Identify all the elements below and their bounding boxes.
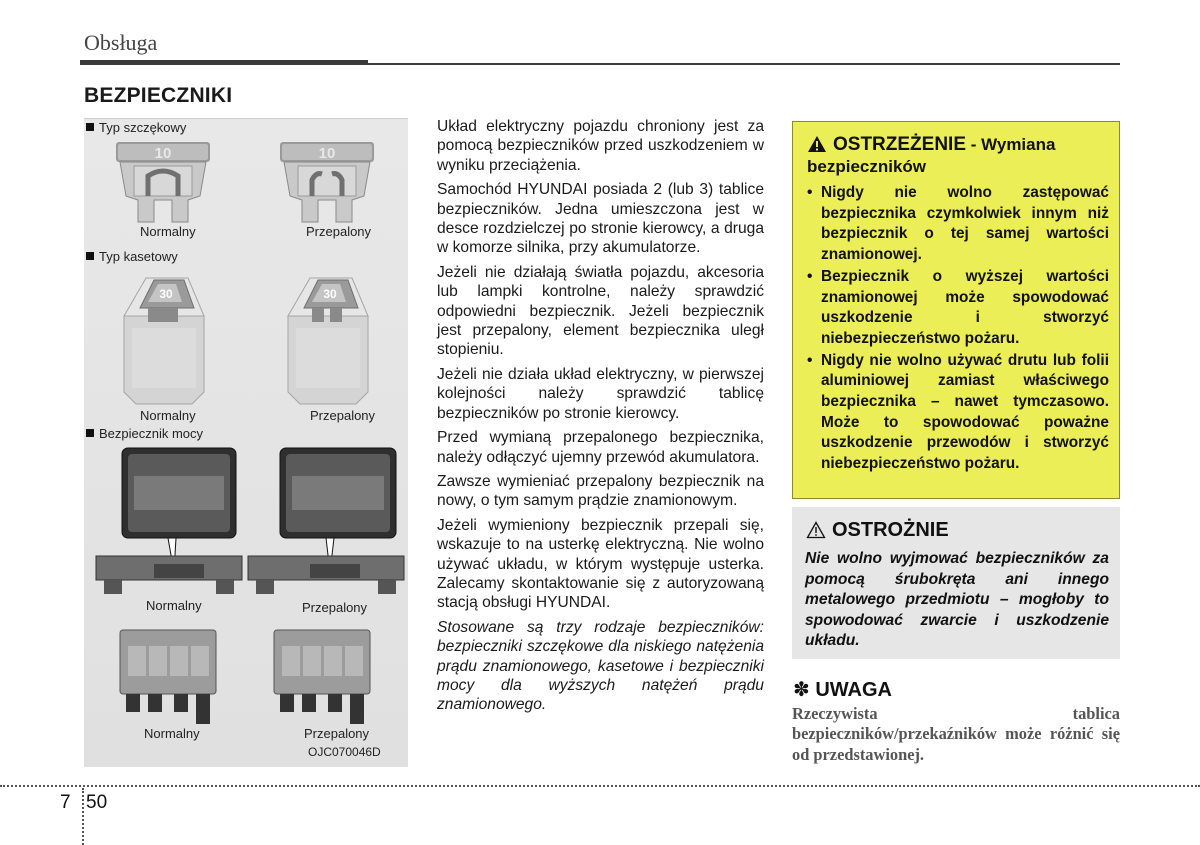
warning-item: • Bezpiecznik o wyższej wartości znamionowej może spowodować uszkodzenie i stworzyć niebezpieczeństwo pożaru. [807, 267, 1109, 347]
fuse-type-label: Typ szczękowy [86, 120, 186, 135]
blade-fuse-normal-illustration [108, 136, 218, 224]
warning-item: • Nigdy nie wolno zastępować bezpiecznika czymkolwiek innym niż bezpiecznik o tej samej wartości znamionowej. [807, 184, 1109, 264]
fuse-caption: Normalny [146, 598, 202, 613]
note-title: ✽ UWAGA [793, 679, 892, 701]
caution-text: Nie wolno wyjmować bezpieczników za pomocą śrubokręta ani innego metalowego przedmiotu – mogłoby to spowodować zwarcie i uszkodzenie układu. [805, 550, 1109, 650]
fuse-rating-text: 10 [154, 145, 172, 162]
fuse-caption: Normalny [144, 726, 200, 741]
fuse-type-label: Typ kasetowy [86, 249, 178, 264]
note-text: Rzeczywista tablica bezpieczników/przekaźników może różnić się od przedstawionej. [792, 704, 1120, 764]
square-bullet-icon [86, 252, 94, 260]
paragraph: Zawsze wymieniać przepalony bezpiecznik na nowy, o tym samym prądzie znamionowym. [437, 472, 764, 510]
paragraph: Stosowane są trzy rodzaje bezpieczników: bezpieczniki szczękowe dla niskiego natężenia prądu znamionowego, kasetowe i bezpieczniki mocy dla wyższych natężeń prądu znamionowego. [437, 618, 764, 714]
paragraph: Układ elektryczny pojazdu chroniony jest za pomocą bezpieczników przed uszkodzeniem w wyniku przeciążenia. [437, 118, 764, 174]
section-title: Obsługa [84, 30, 158, 55]
page-number: 50 [86, 792, 108, 813]
blade-fuse-blown-illustration [272, 136, 382, 224]
warning-box [792, 121, 1120, 499]
figure-code: OJC070046D [308, 745, 381, 759]
square-bullet-icon [86, 123, 94, 131]
fuse-type-label: Bezpiecznik mocy [86, 426, 203, 441]
header-rule [80, 60, 368, 65]
warning-list [807, 183, 1109, 476]
svg-text:30: 30 [323, 287, 337, 301]
fuse-caption: Przepalony [310, 408, 376, 423]
footer-divider [82, 788, 84, 845]
caution-title: OSTROŻNIE [806, 519, 949, 542]
warning-triangle-icon [807, 135, 827, 153]
fuse-caption: Przepalony [306, 224, 372, 239]
fuse-caption: Normalny [140, 224, 196, 239]
power-fuse-normal-illustration [94, 446, 244, 598]
paragraph: Jeżeli wymieniony bezpiecznik przepali się, wskazuje to na usterkę elektryczną. Nie wolno używać układu, w którym występuje usterka. Zalecamy skontaktowanie się z autoryzowaną stacją obsługi HYUNDAI. [437, 516, 764, 612]
asterisk-icon: ✽ [793, 679, 810, 701]
paragraph: Samochód HYUNDAI posiada 2 (lub 3) tablice bezpieczników. Jedna umieszczona jest w desce rozdzielczej po stronie kierowcy, a druga w komorze silnika, przy akumulatorze. [437, 181, 764, 257]
fuse-caption: Normalny [140, 408, 196, 423]
cartridge-fuse-blown-illustration [282, 268, 374, 408]
caution-triangle-icon [806, 521, 826, 539]
warning-title: OSTRZEŻENIE - Wymiana bezpieczników [807, 134, 1056, 176]
fuse-caption: Przepalony [302, 600, 368, 615]
fuse-rating-text: 10 [318, 145, 336, 162]
header-rule [368, 63, 1120, 65]
paragraph: Przed wymianą przepalonego bezpiecznika, należy odłączyć ujemny przewód akumulatora. [437, 429, 764, 466]
fuse-caption: Przepalony [304, 726, 370, 741]
warning-item: • Nigdy nie wolno używać drutu lub folii aluminiowej zamiast właściwego bezpiecznika – nawet tymczasowo. Może to spowodować poważne uszkodzenie przewodów i stworzyć niebezpieczeństwo pożaru. [807, 351, 1109, 473]
caution-box [792, 507, 1120, 659]
main-text-column [437, 117, 764, 720]
page-heading: BEZPIECZNIKI [84, 84, 233, 107]
footer-divider [0, 785, 1200, 787]
cartridge-fuse-normal-illustration [118, 268, 210, 408]
power-fuse-box-blown-illustration [272, 626, 372, 726]
paragraph: Jeżeli nie działają światła pojazdu, akcesoria lub lampki kontrolne, należy sprawdzić odpowiedni bezpiecznik. Jeżeli bezpiecznik jest przepalony, element bezpiecznika uległ stopieniu. [437, 263, 764, 359]
chapter-number: 7 [60, 792, 71, 813]
paragraph: Jeżeli nie działa układ elektryczny, w pierwszej kolejności należy sprawdzić tablicę bezpieczników po stronie kierowcy. [437, 365, 764, 422]
power-fuse-blown-illustration [246, 446, 406, 598]
power-fuse-box-normal-illustration [118, 626, 218, 726]
svg-text:30: 30 [159, 287, 173, 301]
square-bullet-icon [86, 429, 94, 437]
fuse-figure [84, 118, 408, 766]
